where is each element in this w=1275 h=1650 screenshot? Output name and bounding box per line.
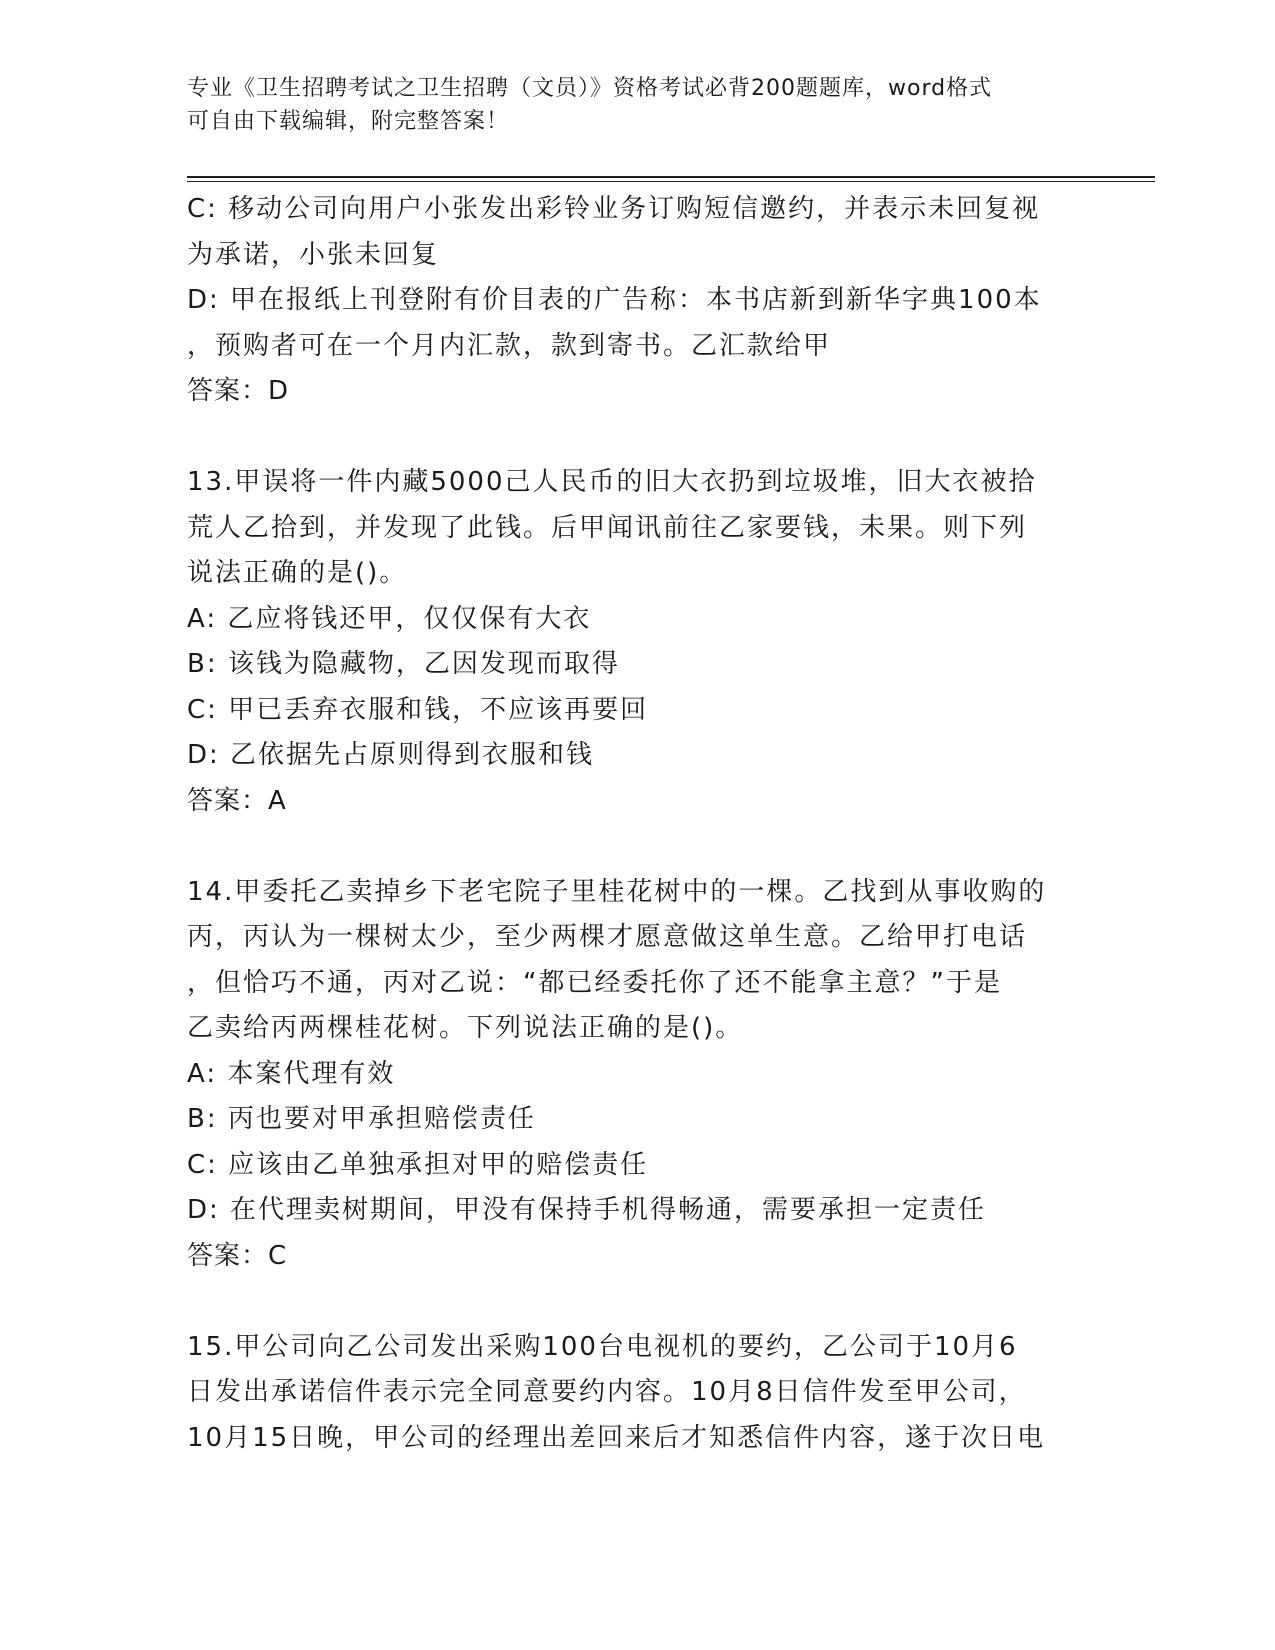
question-15-line-2: 日发出承诺信件表示完全同意要约内容。10月8日信件发至甲公司，: [187, 1377, 1027, 1407]
option-c-line-2: 为承诺，小张未回复: [187, 239, 440, 270]
question-14-line-1: 14.甲委托乙卖掉乡下老宅院子里桂花树中的一棵。乙找到从事收购的: [187, 876, 1047, 907]
question-14-line-3: ，但恰巧不通，丙对乙说：“都已经委托你了还不能拿主意？”于是: [187, 967, 1002, 998]
option-d-line-2: ，预购者可在一个月内汇款，款到寄书。乙汇款给甲: [187, 330, 832, 361]
question-14-option-a: A: 本案代理有效: [187, 1058, 396, 1089]
answer-12: 答案：D: [187, 376, 290, 406]
question-13-line-3: 说法正确的是()。: [187, 558, 408, 588]
question-13-line-1: 13.甲误将一件内藏5000己人民币的旧大衣扔到垃圾堆，旧大衣被拾: [187, 467, 1037, 497]
document-body: [187, 187, 1087, 1461]
question-14-option-d: D: 在代理卖树期间，甲没有保持手机得畅通，需要承担一定责任: [187, 1195, 987, 1225]
answer-13: 答案：A: [187, 785, 287, 816]
question-15-line-3: 10月15日晚，甲公司的经理出差回来后才知悉信件内容，遂于次日电: [187, 1422, 1046, 1453]
header-line-1: 专业《卫生招聘考试之卫生招聘（文员）》资格考试必背200题题库，word格式: [187, 76, 993, 101]
question-13-option-a: A: 乙应将钱还甲，仅仅保有大衣: [187, 603, 592, 634]
document-header: [187, 72, 1067, 138]
spacer: [187, 1279, 1087, 1325]
header-line-2: 可自由下载编辑，附完整答案！: [187, 109, 510, 134]
header-divider-thin: [187, 181, 1155, 182]
question-13-line-2: 荒人乙拾到，并发现了此钱。后甲闻讯前往乙家要钱，未果。则下列: [187, 512, 1028, 543]
spacer: [187, 415, 1087, 461]
answer-14: 答案：C: [187, 1240, 288, 1271]
question-14-option-b: B: 丙也要对甲承担赔偿责任: [187, 1104, 536, 1134]
question-14-line-2: 丙，丙认为一棵树太少，至少两棵才愿意做这单生意。乙给甲打电话: [187, 922, 1028, 952]
option-c-line-1: C: 移动公司向用户小张发出彩铃业务订购短信邀约，并表示未回复视: [187, 194, 1041, 224]
spacer: [187, 824, 1087, 870]
question-15-line-1: 15.甲公司向乙公司发出采购100台电视机的要约，乙公司于10月6: [187, 1331, 1018, 1362]
question-13-option-b: B: 该钱为隐藏物，乙因发现而取得: [187, 649, 620, 679]
question-13-option-c: C: 甲已丢弃衣服和钱，不应该再要回: [187, 694, 649, 725]
header-divider-thick: [187, 176, 1155, 178]
question-13-option-d: D: 乙依据先占原则得到衣服和钱: [187, 740, 595, 770]
question-14-option-c: C: 应该由乙单独承担对甲的赔偿责任: [187, 1149, 649, 1180]
option-d-line-1: D: 甲在报纸上刊登附有价目表的广告称：本书店新到新华字典100本: [187, 285, 1042, 315]
question-14-line-4: 乙卖给丙两棵桂花树。下列说法正确的是()。: [187, 1013, 744, 1043]
